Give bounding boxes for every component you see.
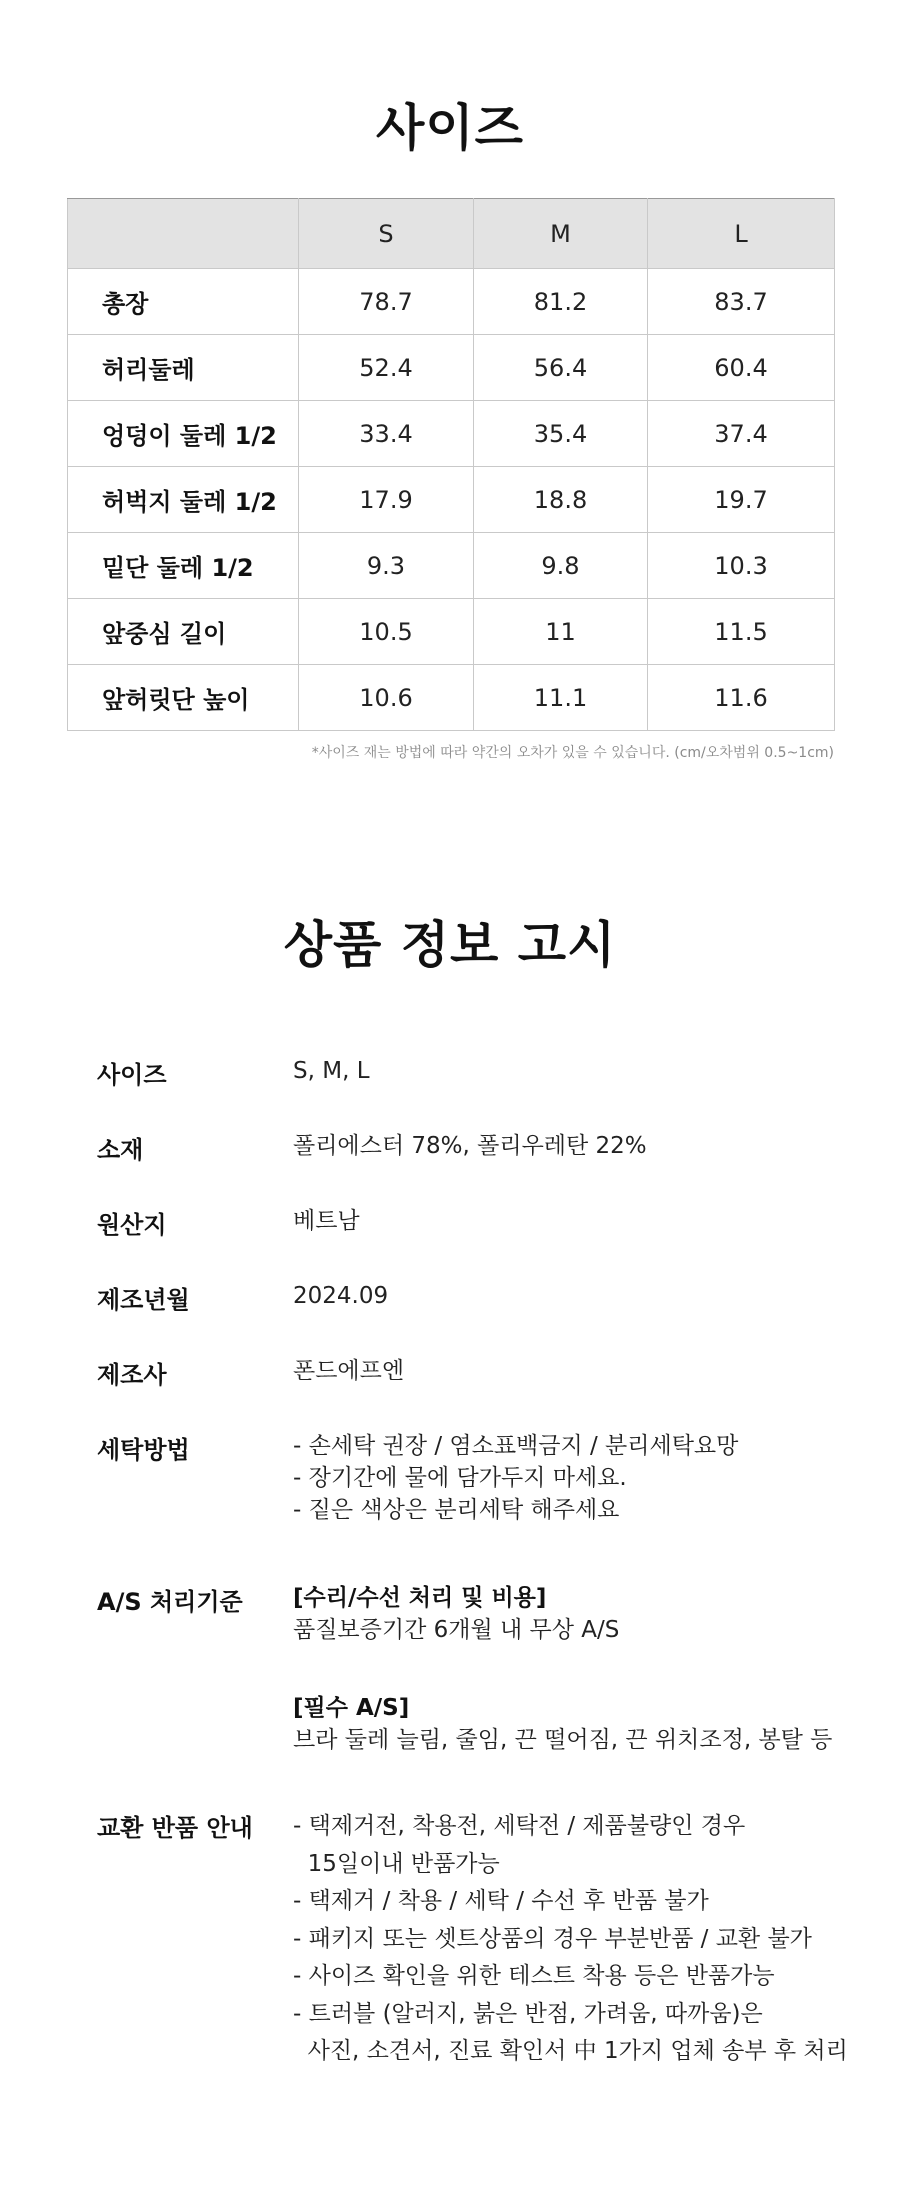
info-value	[293, 1280, 388, 1312]
cell-value: 78.7	[299, 269, 474, 335]
info-value	[293, 1355, 404, 1387]
info-value-text: S, M, L	[293, 1058, 370, 1084]
as-required-text: 브라 둘레 늘림, 줄임, 끈 떨어짐, 끈 위치조정, 봉탈 등	[293, 1727, 833, 1753]
table-row	[68, 335, 835, 401]
exchange-line: - 택제거 / 착용 / 세탁 / 수선 후 반품 불가	[293, 1888, 709, 1914]
row-label: 허벅지 둘레 1/2	[68, 467, 299, 533]
info-value-text: 폴리에스터 78%, 폴리우레탄 22%	[293, 1133, 647, 1159]
cell-value: 18.8	[474, 467, 648, 533]
cell-value: 60.4	[648, 335, 835, 401]
info-value-text: 베트남	[293, 1208, 360, 1234]
size-table-corner-cell	[68, 199, 299, 269]
cell-value: 11.6	[648, 665, 835, 731]
size-table-header-row	[68, 199, 835, 269]
cell-value: 19.7	[648, 467, 835, 533]
cell-value: 10.6	[299, 665, 474, 731]
row-label: 앞중심 길이	[68, 599, 299, 665]
info-label: 제조년월	[97, 1286, 190, 1314]
as-repair-heading: [수리/수선 처리 및 비용]	[293, 1585, 547, 1611]
exchange-line: - 패키지 또는 셋트상품의 경우 부분반품 / 교환 불가	[293, 1925, 812, 1952]
row-label: 총장	[68, 269, 299, 335]
cell-value: 10.5	[299, 599, 474, 665]
washing-line: - 짙은 색상은 분리세탁 해주세요	[293, 1497, 620, 1523]
row-label: 밑단 둘레 1/2	[68, 533, 299, 599]
info-label: 소재	[97, 1136, 144, 1164]
washing-line: - 장기간에 물에 담가두지 마세요.	[293, 1465, 627, 1491]
cell-value: 37.4	[648, 401, 835, 467]
size-measurement-note: *사이즈 재는 방법에 따라 약간의 오차가 있을 수 있습니다. (cm/오차범위 0.5~1cm)	[311, 745, 834, 761]
info-value	[293, 1430, 738, 1526]
info-value-text: 폰드에프엔	[293, 1358, 405, 1384]
table-row	[68, 269, 835, 335]
row-label: 허리둘레	[68, 335, 299, 401]
size-column-l: L	[648, 199, 835, 269]
row-label: 엉덩이 둘레 1/2	[68, 401, 299, 467]
cell-value: 10.3	[648, 533, 835, 599]
info-value	[293, 1582, 832, 1756]
size-column-s: S	[299, 199, 474, 269]
cell-value: 9.3	[299, 533, 474, 599]
as-repair-text: 품질보증기간 6개월 내 무상 A/S	[293, 1617, 620, 1643]
cell-value: 11.5	[648, 599, 835, 665]
washing-line: - 손세탁 권장 / 염소표백금지 / 분리세탁요망	[293, 1433, 739, 1459]
info-value	[293, 1055, 370, 1087]
cell-value: 11	[474, 599, 648, 665]
size-column-m: M	[474, 199, 648, 269]
info-value-text: 2024.09	[293, 1283, 389, 1309]
exchange-line: 사진, 소견서, 진료 확인서 中 1가지 업체 송부 후 처리	[293, 2038, 848, 2064]
info-label: 교환 반품 안내	[97, 1814, 253, 1842]
size-section-title: 사이즈	[376, 99, 524, 157]
product-info-title: 상품 정보 고시	[283, 916, 617, 974]
table-row	[68, 467, 835, 533]
cell-value: 52.4	[299, 335, 474, 401]
info-label: A/S 처리기준	[97, 1588, 243, 1616]
exchange-line: - 트러블 (알러지, 붉은 반점, 가려움, 따까움)은	[293, 2000, 763, 2027]
table-row	[68, 533, 835, 599]
info-value	[293, 1130, 647, 1162]
cell-value: 33.4	[299, 401, 474, 467]
info-value	[293, 1808, 848, 2071]
info-label: 제조사	[97, 1361, 167, 1389]
cell-value: 83.7	[648, 269, 835, 335]
exchange-line: 15일이내 반품가능	[293, 1850, 500, 1877]
row-label: 앞허릿단 높이	[68, 665, 299, 731]
cell-value: 81.2	[474, 269, 648, 335]
cell-value: 56.4	[474, 335, 648, 401]
cell-value: 17.9	[299, 467, 474, 533]
cell-value: 11.1	[474, 665, 648, 731]
info-value	[293, 1205, 360, 1237]
table-row	[68, 401, 835, 467]
exchange-line: - 사이즈 확인을 위한 테스트 착용 등은 반품가능	[293, 1963, 775, 1989]
exchange-line: - 택제거전, 착용전, 세탁전 / 제품불량인 경우	[293, 1813, 746, 1839]
info-label: 사이즈	[97, 1061, 167, 1089]
cell-value: 35.4	[474, 401, 648, 467]
table-row	[68, 599, 835, 665]
cell-value: 9.8	[474, 533, 648, 599]
info-label: 세탁방법	[97, 1436, 190, 1464]
table-row	[68, 665, 835, 731]
as-required-heading: [필수 A/S]	[293, 1695, 410, 1721]
info-label: 원산지	[97, 1211, 167, 1239]
size-table	[67, 198, 835, 731]
